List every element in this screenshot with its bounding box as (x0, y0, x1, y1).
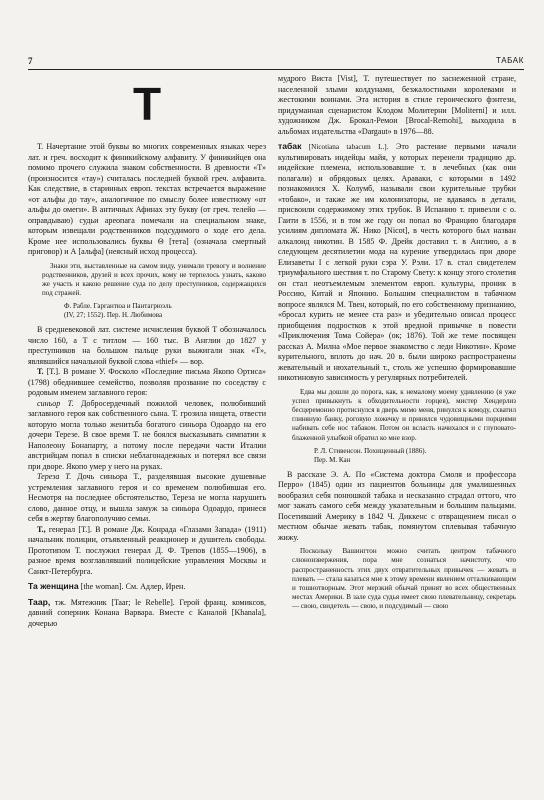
entry-text: тж. Мятежник [Taar; le Rebelle]. Герой франц. комиксов, давний соперник Конана Варвара. Вместе с Каналой [Khanala], дочерью (28, 597, 266, 628)
quote-stevenson (292, 388, 516, 443)
entry-text: Дочь синьора Т., разделявшая высокие душевные устремления заглавного героя и со временем полюбившая его. Несмотря на последнее обстоятельство, Тереза не могла нарушить слово, данное отцу, и вышла замуж за синьора Одоардо, принеся себя в жертву благополучию семьи. (28, 472, 266, 524)
paragraph: В рассказе Э. А. По «Система доктора Смоля и профессора Перро» (1845) один из пациентов больницы для умалишенных вообразил себя понюшкой табака и несказанно страдал оттого, что мог зажать самого себя между указательным и большим пальцами. Посетивший Америку в 1842 Ч. Диккенс с отвращением писал о местном обычае жевать табак, помянутом сплевывая табачную жижу. (278, 469, 516, 542)
attribution-line: (IV, 27; 1552). Пер. Н. Любимова (64, 311, 163, 320)
entry-text: Это растение первыми начали культивировать индейцы майя, у которых перенели традицию др. индейские племена, использовавшие т. в лечебных (как они полагали) и обрядовых целях. Араваки, с которыми в 1492 познакомился Х. Колумб, называли свои курительные трубки «тобако», и также же им колонизаторы, не вдаваясь в детали, присвоили содержимому этих трубок. В Испанию т. привезли с о. Гаити в 1556, и в том же году он попал во Францию благодаря усилиям дипломата Ж. Нико [Nicot], в честь которого был назван алкалоид никотин. В 1585 Ф. Дрейк доставил т. в Англию, а в следующем десятилетии мода на курение утвердилась при дворе Елизаветы I с легкой руки сэра У. Рэли. 17 в. стал свидетелем триумфального шествия т. по Старому Свету: к концу этого столетия он стал неотъемлемым элементом европ. культуры, проник в Россию, Китай и Японию. Большим специалистом в табачном вопросе являлся М. Твен, который, по его собственному признанию, «бросал курить не менее ста раз» и убедительно описал процесс приобщения подростков к этой вредной привычке в повести «Приключения Тома Сойера» (ок; 1876). Той же теме посвящен рассказ А. Милна «Мое первое знакомство с леди Никотин». Кроме курительного, вплоть до нач. 20 в. были широко распространены жевательный и нюхательный т., столь же успешно формировавшие никотиновую зависимость у регулярных потребителей. (278, 142, 516, 382)
entry-t-foscolo (28, 367, 266, 399)
quote-text: Знаки эти, выставленные на самом виду, унимали тревогу и волнение родственников, друзей и всех прочих, кому не терпелось узнать, каково же участь и какою решение суда по делу преступников, содержащихся под стражей. (42, 261, 266, 298)
entry-headword: Таар, (28, 596, 51, 607)
quote-dickens (292, 547, 516, 611)
entry-headword: Та женщина (28, 581, 79, 592)
page-number: 7 (28, 56, 33, 66)
quote-text: Поскольку Вашингтон можно считать центром табачного слюноизвержения, пора мне сознаться начистоту, что распространенность этих двух отвратительных привычек — жевать и плевать — стала казаться мне к этому времени явлением отталкивающим и тошнотворным. Этот мерзкий обычай принят во всех общественных местах Америки. В зале суда судья имеет свою плевательницу, секретарь — свою, свидетель — свою, и подсудимый — свою (292, 547, 516, 611)
section-letter: Т (132, 78, 162, 130)
entry-taar (28, 597, 266, 630)
entry-text: генерал [Т.]. В романе Дж. Конрада «Глазами Запада» (1911) начальник полиции, отъявленный реакционер и душитель свободы. Прототипом Т. послужил генерал Д. Ф. Трепов (1855—1906), в разное время возглавлявший полицейские управления Москвы и Санкт-Петербурга. (28, 524, 266, 576)
quote-attribution (314, 447, 516, 465)
entry-latin: [Nicotiana tabacum L.]. (301, 143, 389, 151)
running-header (28, 55, 524, 70)
entry-tereza-t (28, 472, 266, 525)
entry-headword: Тереза Т. (37, 472, 72, 482)
entry-text: [Т.]. В романе У. Фосколо «Последние письма Якопо Ортиса» (1798) обеднившее семейство, позволяя прозвание по соседству с родовым именем заглавного героя: (28, 367, 266, 398)
paragraph: В средневековой лат. системе исчисления буквой Т обозначалось число 160, а Т с титлом — 160 тыс. В Англии до 1827 у преступников на большом пальце руки выжигали знак «Т», являвшийся начальной буквой слова «thief» — вор. (28, 325, 266, 366)
entry-letter-t: Т. Начертание этой буквы во многих современных языках через лат. и греч. восходит к финикийскому алфавиту. У финикийцев она помимо прочего служила знаком собственности. В древности «Т» (произносится «тау») считалась последней буквой греч. алфавита. Как следствие, в старинных европ. текстах встречается выражение «от альфы до тау», аналогичное по смыслу более известному «от альфы до омеги». В античных Афинах эту букву (от греч. телейо — оправдываю) судьи ареопага помечали на специальном знаке, которым извещали родственников подсудимого о ходе его дела. Кроме нее использовались буквы Θ [тета] (означала смертный приговор) и А [альфа] (неясный исход процесса). (28, 142, 266, 256)
quote-attribution (64, 302, 266, 320)
paragraph: мудрого Виста [Vist], Т. путешествует по заснеженной стране, населенной злыми колдунами, безжалостными королевами и жестокими воинами. Эта история в стиле героического фэнтези, придуманная сценаристом Клодом Молитерни [Moliterni] и илл. художником Дж. Брокал-Ремои [Brocal-Remohi], выходила в альбомах издательства «Dargaut» в 1976—88. (278, 74, 516, 136)
entry-tabak (278, 141, 516, 384)
entry-ta-zhenshchina (28, 581, 266, 593)
entry-text: [the woman]. См. Адлер, Ирен. (78, 582, 186, 592)
entry-headword: синьор Т. (37, 398, 74, 408)
attribution-line: Пер. М. Кан (314, 455, 351, 464)
entry-headword: Т., (37, 524, 46, 534)
quote-rabelais (42, 262, 266, 299)
attribution-line: Ф. Рабле. Гаргантюа и Пантагрюэль (64, 302, 172, 311)
entry-headword: Т. (37, 367, 44, 377)
entry-signor-t (28, 399, 266, 473)
right-column (278, 74, 516, 782)
entry-text: Добросердечный пожилой человек, полюбивший заглавного героя как собственного сына. Т. грозила нищета, отвести которую могла только женитьба богатого синьора Одоардо на его дочери Терезе. В свое время Т. не боялся высказывать симпатии к Наполеону Бонапарту, а потому после передачи части Италии австрийцам попал в списки неблагонадежных и потерял все связи при дворе. Якопо умер у него на руках. (28, 398, 266, 471)
running-head: ТАБАК (495, 56, 524, 65)
entry-general-t (28, 525, 266, 578)
left-column (28, 74, 266, 782)
attribution-line: Р. Л. Стивенсон. Похищенный (1886). (314, 446, 427, 455)
entry-headword: табак (278, 141, 302, 151)
quote-text: Едва мы дошли до порога, как, к немалому моему удивлению (я уже успел привыкнуть к обходительности горцев), мистер Хендерлиз бесцеремонно протиснулся в дверь мимо меня, ринулся к комоду, схватил глиняную банку, роговую ложечку и принялся чудовищными порциями набивать себе нос табаком. Потом он всласть начихался и с глуповато-блаженной улыбкой обратил ко мне взор. (292, 387, 516, 442)
